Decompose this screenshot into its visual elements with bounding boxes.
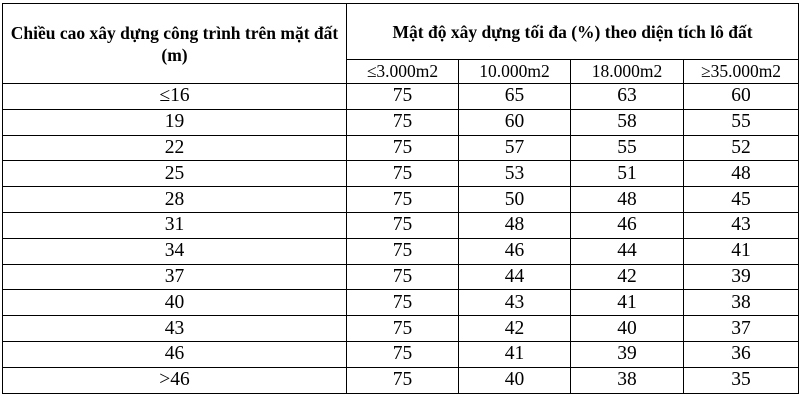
- density-cell: 75: [347, 264, 459, 290]
- density-cell: 42: [459, 316, 571, 342]
- table-row: [3, 187, 799, 213]
- density-cell: 38: [684, 290, 799, 316]
- density-cell: 65: [459, 84, 571, 110]
- lot-size-header: 18.000m2: [571, 60, 684, 84]
- table-row: [3, 161, 799, 187]
- density-cell: 39: [684, 264, 799, 290]
- density-table: [2, 3, 799, 394]
- density-cell: 75: [347, 341, 459, 367]
- height-cell: ≤16: [3, 84, 347, 110]
- density-cell: 75: [347, 212, 459, 238]
- density-cell: 38: [571, 367, 684, 393]
- height-column-header: Chiều cao xây dựng công trình trên mặt đất (m): [3, 4, 347, 84]
- density-cell: 45: [684, 187, 799, 213]
- header-row: [3, 4, 799, 60]
- table-row: [3, 212, 799, 238]
- density-cell: 42: [571, 264, 684, 290]
- lot-size-header: 10.000m2: [459, 60, 571, 84]
- density-cell: 55: [571, 135, 684, 161]
- density-cell: 43: [459, 290, 571, 316]
- height-cell: 22: [3, 135, 347, 161]
- density-cell: 37: [684, 316, 799, 342]
- density-cell: 35: [684, 367, 799, 393]
- density-group-header: Mật độ xây dựng tối đa (%) theo diện tích lô đất: [347, 4, 799, 60]
- density-cell: 58: [571, 109, 684, 135]
- density-cell: 60: [459, 109, 571, 135]
- density-cell: 63: [571, 84, 684, 110]
- density-cell: 43: [684, 212, 799, 238]
- density-cell: 40: [459, 367, 571, 393]
- density-cell: 75: [347, 161, 459, 187]
- height-cell: >46: [3, 367, 347, 393]
- density-cell: 36: [684, 341, 799, 367]
- height-cell: 19: [3, 109, 347, 135]
- table-row: [3, 84, 799, 110]
- density-cell: 44: [571, 238, 684, 264]
- table-row: [3, 135, 799, 161]
- density-cell: 53: [459, 161, 571, 187]
- height-cell: 43: [3, 316, 347, 342]
- density-cell: 75: [347, 187, 459, 213]
- density-cell: 48: [571, 187, 684, 213]
- density-cell: 75: [347, 316, 459, 342]
- density-cell: 50: [459, 187, 571, 213]
- density-cell: 39: [571, 341, 684, 367]
- density-cell: 46: [459, 238, 571, 264]
- density-cell: 55: [684, 109, 799, 135]
- density-cell: 41: [459, 341, 571, 367]
- density-cell: 48: [459, 212, 571, 238]
- lot-size-header: ≥35.000m2: [684, 60, 799, 84]
- lot-size-header: ≤3.000m2: [347, 60, 459, 84]
- density-cell: 75: [347, 84, 459, 110]
- density-cell: 46: [571, 212, 684, 238]
- table-row: [3, 238, 799, 264]
- density-cell: 41: [571, 290, 684, 316]
- density-cell: 75: [347, 135, 459, 161]
- table-row: [3, 264, 799, 290]
- height-cell: 34: [3, 238, 347, 264]
- table-row: [3, 109, 799, 135]
- density-cell: 52: [684, 135, 799, 161]
- table-row: [3, 341, 799, 367]
- density-cell: 57: [459, 135, 571, 161]
- density-cell: 75: [347, 367, 459, 393]
- table-row: [3, 367, 799, 393]
- table-row: [3, 316, 799, 342]
- density-cell: 48: [684, 161, 799, 187]
- density-cell: 60: [684, 84, 799, 110]
- density-cell: 75: [347, 290, 459, 316]
- density-cell: 41: [684, 238, 799, 264]
- height-cell: 28: [3, 187, 347, 213]
- density-cell: 40: [571, 316, 684, 342]
- density-cell: 44: [459, 264, 571, 290]
- density-cell: 75: [347, 109, 459, 135]
- height-cell: 40: [3, 290, 347, 316]
- height-cell: 37: [3, 264, 347, 290]
- height-cell: 31: [3, 212, 347, 238]
- height-cell: 46: [3, 341, 347, 367]
- height-cell: 25: [3, 161, 347, 187]
- table-body: [3, 84, 799, 394]
- density-cell: 51: [571, 161, 684, 187]
- density-cell: 75: [347, 238, 459, 264]
- table-row: [3, 290, 799, 316]
